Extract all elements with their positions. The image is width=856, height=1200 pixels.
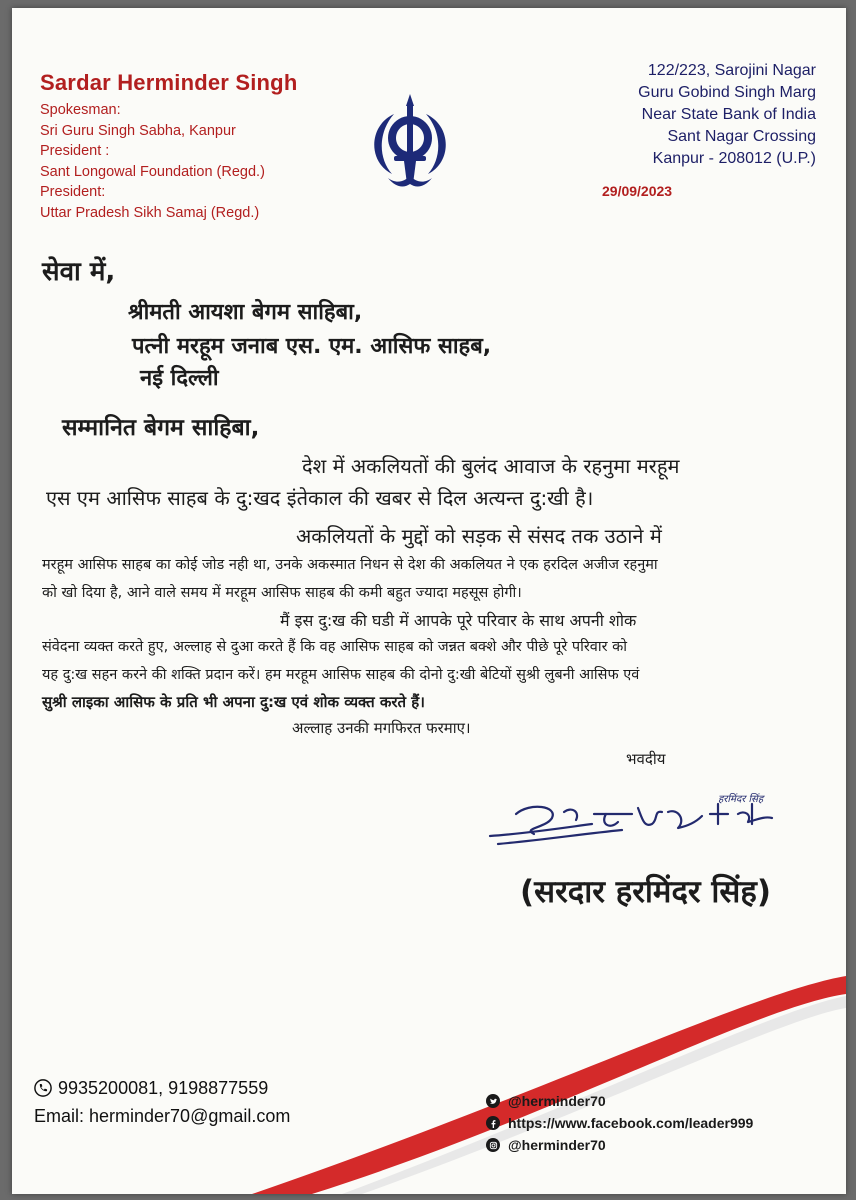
social-links	[486, 1090, 753, 1156]
signatory-name: (सरदार हरमिंदर सिंह)	[520, 874, 772, 910]
letter-date: 29/09/2023	[602, 183, 673, 199]
body-line: मैं इस दु:ख की घडी में आपके पूरे परिवार के साथ अपनी शोक	[280, 611, 637, 630]
letter-page	[12, 8, 846, 1194]
role-line: President:	[40, 184, 106, 200]
address-line: Guru Gobind Singh Marg	[638, 84, 816, 101]
social-text: @herminder70	[508, 1137, 606, 1153]
phone-icon	[34, 1079, 52, 1097]
handwritten-signature	[482, 784, 802, 854]
address-line: Near State Bank of India	[641, 106, 816, 123]
body-line: मरहूम आसिफ साहब का कोई जोड नही था, उनके अकस्मात निधन से देश की अकलियत ने एक हरदिल अजीज रहनुमा	[42, 557, 658, 573]
khanda-icon	[364, 92, 456, 190]
recipient-line: नई दिल्ली	[140, 366, 219, 391]
role-line: Sri Guru Singh Sabha, Kanpur	[40, 122, 236, 139]
body-line: सुश्री लाइका आसिफ के प्रति भी अपना दु:ख एवं शोक व्यक्त करते हैं।	[42, 693, 425, 711]
body-line: अकलियतों के मुद्दों को सड़क से संसद तक उठाने में	[296, 524, 662, 548]
email-address: Email: herminder70@gmail.com	[34, 1105, 291, 1126]
twitter-icon	[486, 1094, 500, 1108]
social-item-instagram	[486, 1134, 753, 1156]
contact-block	[34, 1074, 290, 1130]
social-text: https://www.facebook.com/leader999	[508, 1115, 754, 1131]
recipient-line: पत्नी मरहूम जनाब एस. एम. आसिफ साहब,	[132, 334, 492, 359]
salutation: सेवा में,	[42, 257, 116, 287]
social-item-twitter	[486, 1090, 753, 1112]
sender-name: Sardar Herminder Singh	[40, 70, 298, 95]
body-line: को खो दिया है, आने वाले समय में मरहूम आसिफ साहब की कमी बहुत ज्यादा महसूस होगी।	[42, 585, 522, 601]
sender-roles	[40, 100, 265, 223]
role-line: Spokesman:	[40, 102, 121, 118]
body-line: यह दु:ख सहन करने की शक्ति प्रदान करें। हम मरहूम आसिफ साहब की दोनो दु:खी बेटियों सुश्री लुबनी आसिफ एवं	[42, 667, 640, 683]
facebook-icon	[486, 1116, 500, 1130]
body-line: एस एम आसिफ साहब के दु:खद इंतेकाल की खबर से दिल अत्यन्त दु:खी है।	[46, 486, 594, 510]
recipient-line: श्रीमती आयशा बेगम साहिबा,	[128, 300, 363, 325]
signature-text: हरमिंदर सिंह	[718, 794, 764, 805]
prayer-line: अल्लाह उनकी मगफिरत फरमाए।	[292, 719, 471, 737]
instagram-icon	[486, 1138, 500, 1152]
address-line: 122/223, Sarojini Nagar	[647, 62, 816, 79]
body-line: संवेदना व्यक्त करते हुए, अल्लाह से दुआ करते हैं कि वह आसिफ साहब को जन्नत बक्शे और पीछे पूरे परिवार को	[42, 639, 628, 655]
address-line: Sant Nagar Crossing	[667, 128, 816, 145]
phone-numbers: 9935200081, 9198877559	[58, 1077, 269, 1098]
closing: भवदीय	[626, 750, 666, 768]
social-item-facebook	[486, 1112, 753, 1134]
address-line: Kanpur - 208012 (U.P.)	[652, 150, 816, 167]
sender-address	[638, 60, 816, 170]
role-line: Sant Longowal Foundation (Regd.)	[40, 163, 265, 180]
body-line: देश में अकलियतों की बुलंद आवाज के रहनुमा मरहूम	[302, 454, 680, 478]
greeting: सम्मानित बेगम साहिबा,	[62, 415, 260, 441]
role-line: President :	[40, 143, 110, 159]
role-line: Uttar Pradesh Sikh Samaj (Regd.)	[40, 204, 260, 221]
social-text: @herminder70	[508, 1093, 606, 1109]
